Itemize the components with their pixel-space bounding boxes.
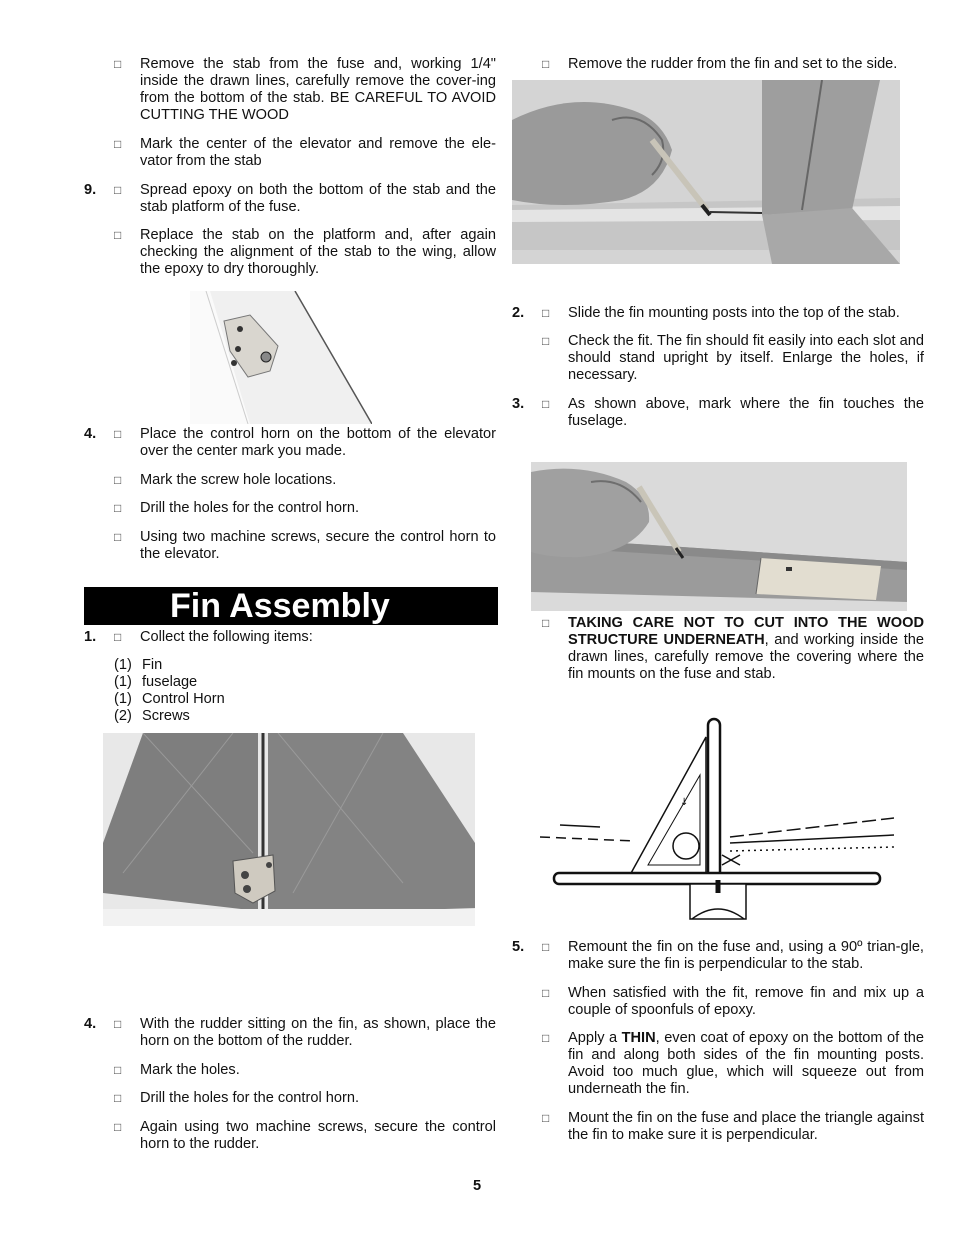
step-number: 3. [512,396,525,412]
step-text: Remove the rudder from the fin and set to the side. [568,56,898,72]
step-number [512,615,542,683]
step-text: Slide the fin mounting posts into the top of the stab. [568,305,900,321]
marking-fin-photo [512,80,900,264]
checkbox-icon[interactable]: □ [542,1031,550,1045]
triangle-diagram [540,715,894,920]
step-mix-epoxy [512,985,924,1019]
item-qty: (1) [114,657,132,673]
list-item [114,657,225,674]
checkbox-icon[interactable]: □ [542,334,550,348]
step-number [84,500,114,517]
step-number [84,1062,114,1079]
checkbox-icon[interactable]: □ [114,183,122,197]
checkbox-icon[interactable]: □ [542,986,550,1000]
fin-rudder-photo [103,733,475,926]
svg-text:↓: ↓ [680,797,689,808]
list-item [114,691,225,708]
parts-list [114,657,225,725]
step-number [512,1110,542,1144]
step-collect-items [84,629,498,646]
checkbox-icon[interactable]: □ [114,228,122,242]
step-text: Mark the screw hole locations. [140,472,337,488]
list-item [114,708,225,725]
step-slide-posts [512,305,924,322]
step-text [568,615,924,683]
checkbox-icon[interactable]: □ [114,427,122,441]
step-remove-rudder [512,56,924,73]
step-text: Drill the holes for the control horn. [140,1090,360,1106]
step-number [84,1119,114,1153]
step-number [512,333,542,384]
item-qty: (2) [114,708,132,724]
step-text: Again using two machine screws, secure the control horn to the rudder. [140,1119,496,1152]
step-rudder-horn [84,1016,498,1050]
checkbox-icon[interactable]: □ [114,1091,122,1105]
step-text: Mount the fin on the fuse and place the triangle against the fin to make sure it is perpendicular. [568,1110,924,1143]
step-text: Remount the fin on the fuse and, using a 90º trian-gle, make sure the fin is perpendicular to the stab. [568,939,924,972]
checkbox-icon[interactable]: □ [542,397,550,411]
checkbox-icon[interactable]: □ [542,940,550,954]
list-item [114,674,225,691]
step-apply-epoxy [512,1030,924,1098]
step-text: As shown above, mark where the fin touches the fuselage. [568,396,924,429]
step-remove-covering [512,615,924,683]
checkbox-icon[interactable]: □ [114,473,122,487]
step-text: Mark the holes. [140,1062,240,1078]
step-text: Replace the stab on the platform and, after again checking the alignment of the stab to the wing, allow the epoxy to dry thoroughly. [140,227,496,277]
step-remount-fin [512,939,924,973]
step-number: 4. [84,426,97,442]
item-qty: (1) [114,674,132,690]
step-mark-elevator [84,136,498,170]
item-name: Fin [142,657,163,673]
item-name: Control Horn [142,691,225,707]
step-text-rest: , and working inside the drawn lines, carefully remove the covering where the fin mounts on the fuse and stab. [568,632,925,682]
step-replace-stab [84,227,498,278]
step-text: Place the control horn on the bottom of the elevator over the center mark you made. [140,426,496,459]
step-drill-holes [84,500,498,517]
step-number: 2. [512,305,525,321]
marking-fuselage-photo [531,462,907,611]
step-drill-rudder-holes [84,1090,498,1107]
step-text-bold: TAKING CARE NOT TO CUT INTO THE WOOD STRUCTURE UNDERNEATH [568,615,924,648]
item-qty: (1) [114,691,132,707]
page-number: 5 [472,1178,482,1194]
step-text: Spread epoxy on both the bottom of the stab and the stab platform of the fuse. [140,182,496,215]
step-text: Collect the following items: [140,629,313,645]
step-text-bold: THIN [621,1030,656,1046]
step-text-rest: , even coat of epoxy on the bottom of the fin and along both sides of the fin mounting posts. Avoid too much glue, which will squeeze out from underneath the fin. [568,1030,925,1097]
step-number [84,136,114,170]
step-text: Remove the stab from the fuse and, working 1/4" inside the drawn lines, carefully remove the cover-ing from the bottom of the stab. BE CAREFUL TO AVOID CUTTING THE WOOD [140,56,496,123]
checkbox-icon[interactable]: □ [114,630,122,644]
step-number [84,1090,114,1107]
step-text: Check the fit. The fin should fit easily into each slot and should stand upright by itself. Enlarge the holes, if necessary. [568,333,924,383]
checkbox-icon[interactable]: □ [542,57,550,71]
step-text: When satisfied with the fit, remove fin and mix up a couple of spoonfuls of epoxy. [568,985,924,1018]
step-number [84,56,114,124]
step-mount-fin [512,1110,924,1144]
step-number [512,985,542,1019]
step-number [84,472,114,489]
checkbox-icon[interactable]: □ [542,616,550,630]
step-spread-epoxy [84,182,498,216]
checkbox-icon[interactable]: □ [114,501,122,515]
step-text: Mark the center of the elevator and remove the ele-vator from the stab [140,136,496,169]
step-place-horn [84,426,498,460]
step-secure-horn [84,529,498,563]
checkbox-icon[interactable]: □ [542,1111,550,1125]
step-mark-screws [84,472,498,489]
step-number [84,227,114,278]
step-number: 5. [512,939,525,955]
control-horn-photo [190,291,372,424]
checkbox-icon[interactable]: □ [114,1063,122,1077]
step-number [512,56,542,73]
checkbox-icon[interactable]: □ [114,57,122,71]
checkbox-icon[interactable]: □ [114,137,122,151]
step-mark-fuselage [512,396,924,430]
step-text-pre: Apply a [568,1030,622,1046]
step-check-fit [512,333,924,384]
step-text: With the rudder sitting on the fin, as shown, place the horn on the bottom of the rudder. [140,1016,496,1049]
step-secure-rudder-horn [84,1119,498,1153]
step-number: 9. [84,182,97,198]
checkbox-icon[interactable]: □ [114,1120,122,1134]
item-name: fuselage [142,674,198,690]
step-mark-holes [84,1062,498,1079]
step-text [568,1030,924,1098]
step-number [512,1030,542,1098]
step-number [84,529,114,563]
step-remove-stab [84,56,498,124]
section-title-banner: Fin Assembly [84,587,498,625]
item-name: Screws [142,708,190,724]
checkbox-icon[interactable]: □ [114,1017,122,1031]
step-text: Using two machine screws, secure the control horn to the elevator. [140,529,496,562]
step-number: 4. [84,1016,97,1032]
step-number: 1. [84,629,97,645]
step-text: Drill the holes for the control horn. [140,500,360,516]
checkbox-icon[interactable]: □ [114,530,122,544]
checkbox-icon[interactable]: □ [542,306,550,320]
